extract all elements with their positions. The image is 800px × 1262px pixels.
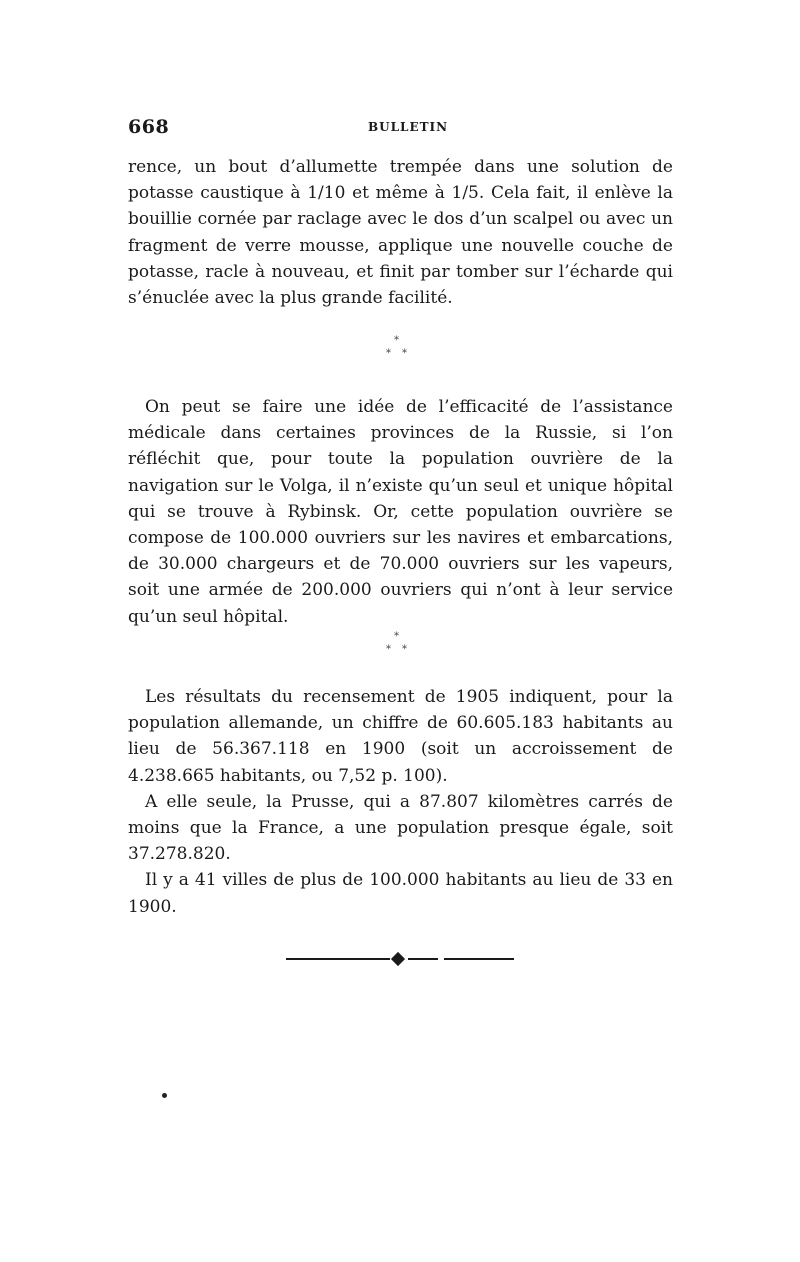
paragraph-russia: On peut se faire une idée de l’efficacité de l’assistance médicale dans certaines provinces de la Russie, si l’on réfléchit que, pour toute la population ouvrière de la navigation sur le Volga, il n’existe qu’un seul et unique hôpital qui se trouve à Rybinsk. Or, cette population ouvrière se compose de 100.000 ouvriers sur les navires et embarcations, de 30.000 chargeurs et de 70.000 ouvriers sur les vapeurs, soit une armée de 200.000 ouvriers qui n’ont à leur service qu’un seul hôpital.: [128, 397, 673, 627]
asterisk-mark: *: [386, 644, 391, 655]
asterisk-mark: *: [394, 631, 399, 642]
asterisk-mark: *: [402, 348, 407, 359]
asterism-separator: [386, 632, 416, 660]
asterisk-mark: *: [394, 335, 399, 346]
page-number: 668: [128, 116, 170, 138]
section-german-census: [128, 684, 673, 920]
asterisk-mark: *: [386, 348, 391, 359]
ornament-rule: [408, 958, 438, 960]
end-ornament: [286, 952, 514, 966]
asterisk-mark: *: [402, 644, 407, 655]
ink-speck: [162, 1093, 167, 1098]
section-russia-medical: [128, 394, 673, 630]
running-head: BULLETIN: [368, 120, 449, 134]
diamond-icon: [391, 952, 405, 966]
asterism-separator: [386, 336, 416, 364]
paragraph-cities: Il y a 41 villes de plus de 100.000 habitants au lieu de 33 en 1900.: [128, 870, 673, 917]
ornament-rule: [444, 958, 514, 960]
paragraph-census: Les résultats du recensement de 1905 indiquent, pour la population allemande, un chiffre de 60.605.183 habitants au lieu de 56.367.118 en 1900 (soit un accroissement de 4.238.665 habitants, ou 7,52 p. 100).: [128, 687, 673, 786]
ornament-rule: [286, 958, 390, 960]
page-header: [128, 116, 673, 140]
section-splinter-removal: [128, 154, 673, 311]
paragraph-prussia: A elle seule, la Prusse, qui a 87.807 kilomètres carrés de moins que la France, a une population presque égale, soit 37.278.820.: [128, 791, 673, 865]
paragraph-splinter: rence, un bout d’allumette trempée dans une solution de potasse caustique à 1/10 et même à 1/5. Cela fait, il enlève la bouillie cornée par raclage avec le dos d’un scalpel ou avec un fragment de verre mousse, applique une nouvelle couche de potasse, racle à nouveau, et finit par tomber sur l’écharde qui s’énuclée avec la plus grande facilité.: [128, 157, 673, 309]
